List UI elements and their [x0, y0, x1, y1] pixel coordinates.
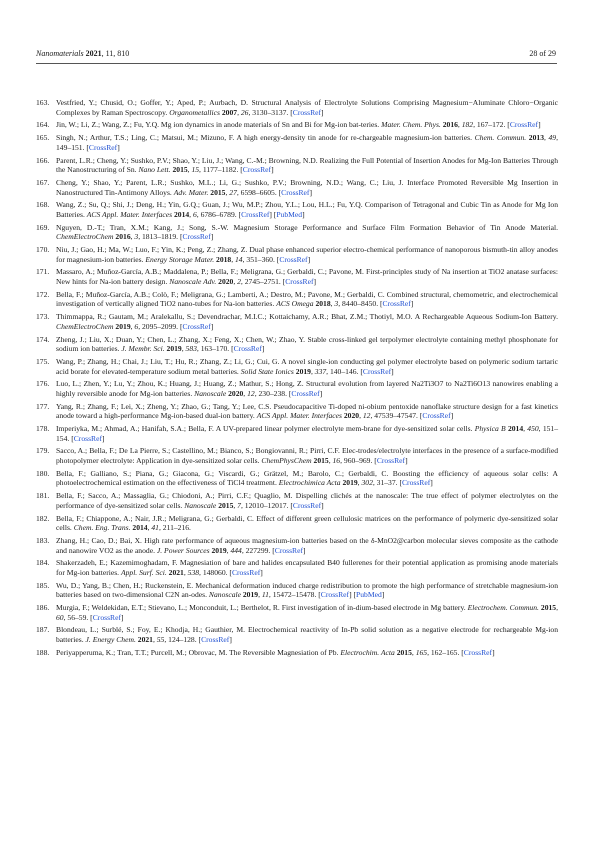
- reference-pages: 230–238.: [258, 388, 287, 398]
- reference-pages: 163–170.: [200, 344, 230, 354]
- reference-authors-title: Luo, L.; Zhen, Y.; Lu, Y.; Zhou, K.; Huang, J.; Huang, Z.; Mathur, S.; Hong, Z. Structural evolution from layered Na2Ti3O7 to Na2Ti6O13 nanowires enabling a highly reversible anode for Mg-ion batteries.: [56, 379, 558, 398]
- journal-issue: , 11, 810: [101, 49, 130, 58]
- reference-authors-title: Blondeau, L.; Surblé, S.; Foy, E.; Khodja, H.; Gauthier, M. Electrochemical reactivity of In-Pb solid solution as a negative electrode for rechargeable Mg-ion batteries.: [56, 625, 558, 644]
- reference-authors-title: Massaro, A.; Muñoz-García, A.B.; Maddalena, P.; Bella, F.; Meligrana, G.; Gerbaldi, C.; Pavone, M. First-principles study of Na insertion at TiO2 anatase surfaces: New hints for Na-ion battery design.: [56, 267, 558, 286]
- reference-year: 2015: [218, 500, 234, 510]
- crossref-link[interactable]: CrossRef: [281, 187, 310, 197]
- reference-pages: 151–154.: [56, 424, 559, 443]
- reference-number: 164.: [36, 120, 50, 130]
- crossref-link[interactable]: CrossRef: [509, 120, 539, 130]
- crossref-link[interactable]: CrossRef: [320, 590, 350, 600]
- crossref-link[interactable]: CrossRef: [463, 647, 493, 657]
- crossref-link[interactable]: CrossRef: [274, 545, 304, 555]
- crossref-link[interactable]: CrossRef: [401, 478, 431, 488]
- reference-journal: Chem. Eng. Trans.: [73, 523, 131, 533]
- reference-pages: 211–216.: [162, 523, 191, 533]
- reference-journal: Chem. Commun.: [474, 133, 527, 143]
- reference-item: [36, 120, 558, 130]
- reference-volume: 450: [527, 424, 539, 434]
- crossref-link[interactable]: CrossRef: [376, 456, 406, 465]
- reference-number: 177.: [36, 401, 50, 411]
- reference-pages: 124–128.: [168, 635, 197, 644]
- reference-volume: 3: [334, 299, 339, 309]
- reference-year: 2015: [396, 647, 412, 657]
- reference-volume: 16: [332, 456, 341, 465]
- page-number: 28 of 29: [529, 49, 556, 58]
- reference-pages: 960–969.: [343, 456, 373, 465]
- reference-number: 178.: [36, 424, 50, 434]
- reference-journal: Mater. Chem. Phys.: [381, 120, 441, 130]
- reference-item: [36, 446, 558, 465]
- reference-text: Thimmappa, R.; Gautam, M.; Aralekallu, S.; Devendrachar, M.I.C.; Kottaichamy, A.R.; Bhat, Z.M.; Thotiyl, M.O. A Rechargeable Aqueous Sodium-Ion Battery. ChemElectroChem 2019, 6, 2095–2099. [CrossRef]: [56, 312, 558, 331]
- reference-pages: 140–146.: [329, 366, 359, 376]
- reference-item: [36, 424, 558, 443]
- reference-number: 182.: [36, 513, 50, 523]
- reference-journal: Solid State Ionics: [240, 366, 294, 376]
- crossref-link[interactable]: CrossRef: [233, 344, 262, 354]
- reference-pages: 31–37.: [376, 478, 398, 488]
- reference-year: 2016: [115, 232, 131, 242]
- reference-pages: 1177–1182.: [202, 165, 239, 175]
- reference-item: [36, 469, 558, 488]
- reference-journal: J. Membr. Sci.: [121, 344, 165, 354]
- reference-number: 174.: [36, 334, 50, 344]
- reference-text: Nguyen, D.-T.; Tran, X.M.; Kang, J.; Song, S.-W. Magnesium Storage Performance and Surface Film Formation Behavior of Tin Anode Material. ChemElectroChem 2016, 3, 1813–1819. [CrossRef]: [56, 222, 558, 242]
- reference-volume: 6: [134, 321, 139, 331]
- reference-number: 166.: [36, 155, 50, 165]
- reference-number: 165.: [36, 133, 50, 143]
- reference-number: 175.: [36, 356, 50, 366]
- reference-journal: ChemElectroChem: [56, 232, 114, 242]
- reference-authors-title: Shakerzadeh, E.; Kazemimoghadam, F. Magnesiation of bare and halides encapsulated B40 fullerenes for their potential application as promising anode materials for Mg-ion batteries.: [56, 558, 558, 577]
- reference-text: Jin, W.; Li, Z.; Wang, Z.; Fu, Y.Q. Mg ion dynamics in anode materials of Sn and Bi for Mg-ion bat-teries. Mater. Chem. Phys. 2016, 182, 167–172. [CrossRef]: [56, 120, 541, 130]
- reference-text: Parent, L.R.; Cheng, Y.; Sushko, P.V.; Shao, Y.; Liu, J.; Wang, C.-M.; Browning, N.D. Realizing the Full Potential of Insertion Anodes for Mg-Ion Batteries Through the Nanostructuring of Sn. Nano Lett. 2015, 15, 1177–1182. [CrossRef]: [56, 155, 558, 175]
- reference-year: 2020: [343, 411, 360, 421]
- reference-authors-title: Yang, R.; Zhang, F.; Lei, X.; Zheng, Y.; Zhao, G.; Tang, Y.; Lee, C.S. Pseudocapacitive Ti-doped ni-obium pentoxide nanoflake structure design for a fast kinetics anode toward a high-performance Mg-ion-based dual-ion battery.: [56, 401, 558, 421]
- reference-number: 168.: [36, 200, 50, 210]
- pubmed-link[interactable]: PubMed: [276, 209, 303, 219]
- reference-item: [36, 357, 558, 376]
- reference-journal: ACS Omega: [276, 299, 314, 309]
- reference-text: Murgia, F.; Weldekidan, E.T.; Stievano, L.; Monconduit, L.; Berthelot, R. First investigation of in-dium-based electrode in Mg battery. Electrochem. Commun. 2015, 60, 56–59. [CrossRef]: [56, 603, 558, 622]
- reference-year: 2014: [507, 424, 524, 434]
- pubmed-link[interactable]: PubMed: [356, 590, 382, 600]
- reference-authors-title: Niu, J.; Gao, H.; Ma, W.; Luo, F.; Yin, K.; Peng, Z.; Zhang, Z. Dual phase enhanced superior electro-chemical performance of nanoporous bismuth-tin alloy anodes for magnesium-ion batteries.: [56, 245, 558, 264]
- reference-volume: 11: [261, 590, 269, 600]
- reference-volume: 12: [362, 411, 371, 421]
- reference-pages: 2745–2751.: [244, 277, 281, 286]
- reference-volume: 444: [230, 545, 242, 555]
- reference-number: 176.: [36, 379, 50, 389]
- reference-authors-title: Singh, N.; Arthur, T.S.; Ling, C.; Matsui, M.; Mizuno, F. A high energy-density tin anode for re-chargeable magnesium-ion batteries.: [56, 133, 472, 143]
- journal-name: Nanomaterials: [36, 49, 84, 58]
- reference-number: 187.: [36, 625, 50, 635]
- reference-item: [36, 491, 558, 510]
- reference-item: [36, 133, 558, 152]
- reference-pages: 227299.: [245, 545, 271, 555]
- reference-volume: 27: [229, 187, 237, 197]
- reference-year: 2015: [172, 165, 188, 175]
- reference-authors-title: Thimmappa, R.; Gautam, M.; Aralekallu, S.; Devendrachar, M.I.C.; Kottaichamy, A.R.; Bhat, Z.M.; Thotiyl, M.O. A Rechargeable Aqueous Sodium-Ion Battery.: [56, 312, 558, 322]
- reference-volume: 12: [247, 388, 255, 398]
- reference-volume: 302: [361, 478, 373, 488]
- reference-journal: Nanoscale: [194, 388, 227, 398]
- page-header: [36, 49, 556, 61]
- reference-volume: 55: [156, 635, 165, 644]
- reference-item: [36, 379, 558, 398]
- reference-journal: Adv. Mater.: [173, 187, 209, 197]
- reference-item: [36, 558, 558, 577]
- reference-year: 2018: [216, 254, 232, 264]
- reference-authors-title: Cheng, Y.; Shao, Y.; Parent, L.R.; Sushko, M.L.; Li, G.; Sushko, P.V.; Browning, N.D.; Wang, C.; Liu, J. Interface Promoted Reversible Mg Insertion in Nanostructured Tin-Antimony Alloys.: [56, 177, 558, 197]
- reference-year: 2018: [315, 299, 331, 309]
- reference-journal: ChemElectroChem: [56, 321, 114, 331]
- reference-text: Yang, R.; Zhang, F.; Lei, X.; Zheng, Y.; Zhao, G.; Tang, Y.; Lee, C.S. Pseudocapacitive Ti-doped ni-obium pentoxide nanoflake structure design for a fast kinetics anode toward a high-performance Mg-ion-based dual-ion battery. ACS Appl. Mater. Interfaces 2020, 12, 47539–47547. [CrossRef]: [56, 401, 558, 421]
- reference-text: Periyapperuma, K.; Tran, T.T.; Purcell, M.; Obrovac, M. The Reversible Magnesiation of Pb. Electrochim. Acta 2015, 165, 162–165. [CrossRef]: [56, 647, 495, 657]
- journal-year: 2021: [85, 49, 102, 58]
- reference-number: 180.: [36, 468, 50, 478]
- reference-text: Wu, D.; Yang, B.; Chen, H.; Ruckenstein, E. Mechanical deformation induced charge redistribution to promote the high performance of stretchable magnesium-ion batteries based on two-dimensional C2N an-odes. Nanoscale 2019, 11, 15472–15478. [CrossRef] [PubMed]: [56, 580, 558, 600]
- reference-authors-title: Bella, F.; Chiappone, A.; Nair, J.R.; Meligrana, G.; Gerbaldi, C. Effect of different green cellulosic matrices on the performance of polymeric dye-sensitized solar cells.: [56, 513, 558, 533]
- reference-volume: 60: [56, 612, 64, 622]
- reference-pages: 167–172.: [476, 120, 506, 130]
- reference-pages: 56–59.: [67, 612, 89, 622]
- reference-item: [36, 267, 558, 286]
- reference-item: [36, 335, 558, 354]
- reference-item: [36, 536, 558, 555]
- reference-item: [36, 625, 558, 644]
- reference-pages: 162–165.: [430, 647, 460, 657]
- reference-volume: 7: [237, 500, 241, 510]
- crossref-link[interactable]: CrossRef: [88, 142, 118, 152]
- reference-pages: 12010–12017.: [244, 500, 289, 510]
- reference-year: 2015: [210, 187, 226, 197]
- reference-item: [36, 156, 558, 175]
- reference-year: 2019: [342, 478, 358, 488]
- reference-authors-title: Bella, F.; Sacco, A.; Massaglia, G.; Chiodoni, A.; Pirri, C.F.; Quaglio, M. Dispelling clichés at the nanoscale: The true effect of polymer electrolytes on the performance of dye-sensitized solar cells.: [56, 491, 558, 510]
- reference-volume: 26: [240, 107, 249, 117]
- reference-authors-title: Sacco, A.; Bella, F.; De La Pierre, S.; Castellino, M.; Bianco, S.; Bongiovanni, R.; Pirri, C.F. Elec-trodes/electrolyte interfaces in the presence of a surface-modified photopolymer electrolyte: Application in dye-sensitized solar cells.: [56, 446, 558, 465]
- reference-journal: Nano Lett.: [138, 165, 171, 175]
- reference-text: Zheng, J.; Liu, X.; Duan, Y.; Chen, L.; Zhang, X.; Feng, X.; Chen, W.; Zhao, Y. Stable cross-linked gel terpolymer electrolyte containing methyl phosphonate for sodium ion batteries. J. Membr. Sci. 2019, 583, 163–170. [CrossRef]: [56, 334, 558, 354]
- reference-item: [36, 402, 558, 421]
- reference-journal: Electrochim. Acta: [340, 647, 395, 657]
- crossref-link[interactable]: CrossRef: [241, 209, 270, 219]
- reference-number: 185.: [36, 580, 50, 590]
- reference-volume: 182: [461, 120, 474, 130]
- reference-year: 2021: [137, 635, 153, 644]
- reference-item: [36, 245, 558, 264]
- reference-year: 2014: [132, 523, 148, 533]
- reference-number: 188.: [36, 647, 50, 657]
- reference-number: 186.: [36, 603, 50, 613]
- reference-pages: 15472–15478.: [272, 590, 317, 600]
- reference-pages: 6598–6605.: [240, 187, 277, 197]
- reference-text: Blondeau, L.; Surblé, S.; Foy, E.; Khodja, H.; Gauthier, M. Electrochemical reactivity of In-Pb solid solution as a negative electrode for rechargeable Mg-ion batteries. J. Energy Chem. 2021, 55, 124–128. [CrossRef]: [56, 625, 558, 644]
- reference-authors-title: Zheng, J.; Liu, X.; Duan, Y.; Chen, L.; Zhang, X.; Feng, X.; Chen, W.; Zhao, Y. Stable cross-linked gel terpolymer electrolyte containing methyl phosphonate for sodium ion batteries.: [56, 334, 558, 354]
- reference-list: [36, 98, 558, 661]
- reference-pages: 47539–47547.: [374, 411, 418, 421]
- crossref-link[interactable]: CrossRef: [231, 567, 261, 577]
- crossref-link[interactable]: CrossRef: [242, 165, 272, 175]
- reference-volume: 165: [415, 647, 428, 657]
- reference-item: [36, 290, 558, 309]
- reference-item: [36, 514, 558, 533]
- reference-item: [36, 200, 558, 219]
- reference-journal: Nanoscale: [208, 590, 241, 600]
- reference-number: 169.: [36, 222, 50, 232]
- reference-text: Bella, F.; Sacco, A.; Massaglia, G.; Chiodoni, A.; Pirri, C.F.; Quaglio, M. Dispelling clichés at the nanoscale: The true effect of polymer electrolytes on the performance of dye-sensitized solar cells. Nanoscale 2015, 7, 12010–12017. [CrossRef]: [56, 491, 558, 510]
- reference-year: 2015: [540, 603, 557, 613]
- journal-citation: [36, 49, 129, 58]
- reference-journal: Energy Storage Mater.: [145, 254, 215, 264]
- reference-year: 2019: [242, 590, 259, 600]
- reference-journal: J. Power Sources: [156, 545, 210, 555]
- reference-pages: 1813–1819.: [142, 232, 179, 242]
- reference-text: Luo, L.; Zhen, Y.; Lu, Y.; Zhou, K.; Huang, J.; Huang, Z.; Mathur, S.; Hong, Z. Structural evolution from layered Na2Ti3O7 to Na2Ti6O13 nanowires enabling a highly reversible anode for Mg-ion batteries. Nanoscale 2020, 12, 230–238. [CrossRef]: [56, 379, 558, 398]
- reference-text: Bella, F.; Muñoz-García, A.B.; Colò, F.; Meligrana, G.; Lamberti, A.; Destro, M.; Pavone, M.; Gerbaldi, C. Combined structural, chemometric, and electrochemical investigation of vertically aligned TiO2 nano-tubes for Na-ion batteries. ACS Omega 2018, 3, 8440–8450. [CrossRef]: [56, 289, 558, 309]
- reference-authors-title: Imperiyka, M.; Ahmad, A.; Hanifah, S.A.; Bella, F. A UV-prepared linear polymer electrolyte mem-brane for dye-sensitized solar cells.: [56, 424, 473, 434]
- reference-authors-title: Bella, F.; Muñoz-García, A.B.; Colò, F.; Meligrana, G.; Lamberti, A.; Destro, M.; Pavone, M.; Gerbaldi, C. Combined structural, chemometric, and electrochemical investigation of vertically aligned TiO2 nano-tubes for Na-ion batteries.: [56, 289, 558, 309]
- reference-volume: 6: [192, 209, 197, 219]
- reference-authors-title: Zhang, H.; Cao, D.; Bai, X. High rate performance of aqueous magnesium-ion batteries based on the δ-MnO2@carbon molecular sieves composite as the cathode and nanowire VO2 as the anode.: [56, 535, 558, 555]
- reference-pages: 6786–6789.: [200, 209, 237, 219]
- reference-item: [36, 312, 558, 331]
- reference-year: 2015: [313, 456, 329, 465]
- reference-volume: 41: [151, 523, 159, 533]
- reference-number: 183.: [36, 535, 50, 545]
- reference-volume: 2: [237, 277, 241, 286]
- crossref-link[interactable]: CrossRef: [382, 299, 411, 309]
- crossref-link[interactable]: CrossRef: [422, 411, 451, 421]
- header-divider: [36, 63, 557, 64]
- reference-number: 179.: [36, 446, 50, 456]
- reference-journal: Electrochem. Commun.: [467, 603, 539, 613]
- reference-text: Sacco, A.; Bella, F.; De La Pierre, S.; Castellino, M.; Bianco, S.; Bongiovanni, R.; Pirri, C.F. Elec-trodes/electrolyte interfaces in the presence of a surface-modified photopolymer electrolyte: Application in dye-sensitized solar cells. ChemPhysChem 2015, 16, 960–969. [CrossRef]: [56, 446, 558, 465]
- reference-year: 2019: [211, 545, 227, 555]
- reference-text: Imperiyka, M.; Ahmad, A.; Hanifah, S.A.; Bella, F. A UV-prepared linear polymer electrolyte mem-brane for dye-sensitized solar cells. Physica B 2014, 450, 151–154. [CrossRef]: [56, 424, 559, 443]
- reference-volume: 337: [314, 366, 327, 376]
- reference-pages: 351–360.: [246, 254, 275, 264]
- reference-pages: 2095–2099.: [142, 321, 179, 331]
- reference-volume: 538: [187, 567, 200, 577]
- crossref-link[interactable]: CrossRef: [291, 388, 320, 398]
- reference-authors-title: Murgia, F.; Weldekidan, E.T.; Stievano, L.; Monconduit, L.; Berthelot, R. First investigation of in-dium-based electrode in Mg battery.: [56, 603, 466, 613]
- reference-journal: Nanoscale Adv.: [169, 277, 217, 286]
- reference-volume: 15: [191, 165, 200, 175]
- reference-journal: Electrochimica Acta: [278, 478, 341, 488]
- reference-year: 2020: [228, 388, 244, 398]
- reference-year: 2019: [115, 321, 131, 331]
- reference-item: [36, 178, 558, 197]
- reference-number: 173.: [36, 312, 50, 322]
- crossref-link[interactable]: CrossRef: [201, 635, 230, 644]
- reference-volume: 49: [548, 133, 557, 143]
- reference-year: 2016: [442, 120, 458, 130]
- reference-year: 2021: [168, 567, 184, 577]
- crossref-link[interactable]: CrossRef: [292, 107, 322, 117]
- reference-item: [36, 581, 558, 600]
- reference-authors-title: Wang, P.; Zhang, H.; Chai, J.; Liu, T.; Hu, R.; Zhang, Z.; Li, G.; Cui, G. A novel single-ion conducting gel polymer electrolyte based on polymeric sodium tartaric acid borate for elevated-temperature sodium metal batteries.: [56, 356, 558, 376]
- reference-journal: Organometallics: [169, 107, 220, 117]
- reference-pages: 148060.: [202, 567, 228, 577]
- crossref-link[interactable]: CrossRef: [279, 254, 308, 264]
- crossref-link[interactable]: CrossRef: [73, 433, 102, 443]
- reference-authors-title: Periyapperuma, K.; Tran, T.T.; Purcell, M.; Obrovac, M. The Reversible Magnesiation of Pb.: [56, 647, 339, 657]
- reference-text: Bella, F.; Galliano, S.; Piana, G.; Giacona, G.; Viscardi, G.; Grätzel, M.; Barolo, C.; Gerbaldi, C. Boosting the efficiency of aqueous solar cells: A photoelectrochemical estimation on the effectiveness of TiCl4 treatment. Electrochimica Acta 2019, 302, 31–37. [CrossRef]: [56, 468, 558, 488]
- reference-volume: 3: [134, 232, 139, 242]
- reference-number: 163.: [36, 98, 50, 107]
- reference-authors-title: Wang, Z.; Su, Q.; Shi, J.; Deng, H.; Yin, G.Q.; Guan, J.; Wu, M.P.; Zhou, Y.L.; Lou, H.L.; Fu, Y.Q. Comparison of Tetragonal and Cubic Tin as Anode for Mg Ion Batteries.: [56, 200, 558, 219]
- reference-text: Bella, F.; Chiappone, A.; Nair, J.R.; Meligrana, G.; Gerbaldi, C. Effect of different green cellulosic matrices on the performance of polymeric dye-sensitized solar cells. Chem. Eng. Trans. 2014, 41, 211–216.: [56, 513, 558, 533]
- crossref-link[interactable]: CrossRef: [362, 366, 392, 376]
- reference-authors-title: Nguyen, D.-T.; Tran, X.M.; Kang, J.; Song, S.-W. Magnesium Storage Performance and Surface Film Formation Behavior of Tin Anode Material.: [56, 222, 558, 232]
- reference-authors-title: Bella, F.; Galliano, S.; Piana, G.; Giacona, G.; Viscardi, G.; Grätzel, M.; Barolo, C.; Gerbaldi, C. Boosting the efficiency of aqueous solar cells: A photoelectrochemical estimation on the effectiveness of TiCl4 treatment.: [56, 468, 558, 488]
- reference-number: 167.: [36, 177, 50, 187]
- reference-year: 2019: [166, 344, 182, 354]
- reference-text: Wang, P.; Zhang, H.; Chai, J.; Liu, T.; Hu, R.; Zhang, Z.; Li, G.; Cui, G. A novel single-ion conducting gel polymer electrolyte based on polymeric sodium tartaric acid borate for elevated-temperature sodium metal batteries. Solid State Ionics 2019, 337, 140–146. [CrossRef]: [56, 356, 558, 376]
- reference-year: 2019: [295, 366, 311, 376]
- reference-authors-title: Parent, L.R.; Cheng, Y.; Sushko, P.V.; Shao, Y.; Liu, J.; Wang, C.-M.; Browning, N.D. Realizing the Full Potential of Insertion Anodes for Mg-Ion Batteries Through the Nanostructuring of Sn.: [56, 155, 558, 175]
- reference-journal: J. Energy Chem.: [85, 635, 136, 644]
- crossref-link[interactable]: CrossRef: [292, 500, 322, 510]
- reference-journal: Appl. Surf. Sci.: [120, 567, 167, 577]
- reference-text: Wang, Z.; Su, Q.; Shi, J.; Deng, H.; Yin, G.Q.; Guan, J.; Wu, M.P.; Zhou, Y.L.; Lou, H.L.; Fu, Y.Q. Comparison of Tetragonal and Cubic Tin as Anode for Mg Ion Batteries. ACS Appl. Mater. Interfaces 2014, 6, 6786–6789. [CrossRef] [PubMed]: [56, 200, 558, 219]
- reference-journal: Nanoscale: [184, 500, 217, 510]
- reference-year: 2020: [218, 277, 234, 286]
- reference-journal: Physica B: [474, 424, 506, 434]
- reference-authors-title: Vestfried, Y.; Chusid, O.; Goffer, Y.; Aped, P.; Aurbach, D. Structural Analysis of Electrolyte Solutions Comprising Magnesium−Aluminate Chloro−Organic Complexes by Raman Spectroscopy.: [56, 98, 558, 117]
- reference-number: 172.: [36, 289, 50, 299]
- reference-authors-title: Jin, W.; Li, Z.; Wang, Z.; Fu, Y.Q. Mg ion dynamics in anode materials of Sn and Bi for Mg-ion bat-teries.: [56, 120, 380, 130]
- reference-item: [36, 223, 558, 242]
- reference-text: Vestfried, Y.; Chusid, O.; Goffer, Y.; Aped, P.; Aurbach, D. Structural Analysis of Electrolyte Solutions Comprising Magnesium−Aluminate Chloro−Organic Complexes by Raman Spectroscopy. Organometallics 2007, 26, 3130–3137. [CrossRef]: [56, 98, 558, 117]
- crossref-link[interactable]: CrossRef: [285, 277, 314, 286]
- reference-pages: 149–151.: [56, 142, 85, 152]
- reference-item: [36, 648, 558, 658]
- reference-text: Zhang, H.; Cao, D.; Bai, X. High rate performance of aqueous magnesium-ion batteries based on the δ-MnO2@carbon molecular sieves composite as the cathode and nanowire VO2 as the anode. J. Power Sources 2019, 444, 227299. [CrossRef]: [56, 535, 558, 555]
- crossref-link[interactable]: CrossRef: [182, 321, 211, 331]
- crossref-link[interactable]: CrossRef: [92, 612, 121, 622]
- reference-pages: 3130–3137.: [252, 107, 289, 117]
- reference-journal: ACS Appl. Mater. Interfaces: [86, 209, 173, 219]
- reference-year: 2014: [173, 209, 190, 219]
- reference-item: [36, 98, 558, 117]
- reference-number: 171.: [36, 267, 50, 277]
- reference-pages: 8440–8450.: [342, 299, 379, 309]
- reference-number: 170.: [36, 245, 50, 255]
- reference-volume: 583: [185, 344, 197, 354]
- reference-text: Niu, J.; Gao, H.; Ma, W.; Luo, F.; Yin, K.; Peng, Z.; Zhang, Z. Dual phase enhanced superior electro-chemical performance of nanoporous bismuth-tin alloy anodes for magnesium-ion batteries. Energy Storage Mater. 2018, 14, 351–360. [CrossRef]: [56, 245, 558, 264]
- reference-number: 181.: [36, 491, 50, 501]
- reference-text: Singh, N.; Arthur, T.S.; Ling, C.; Matsui, M.; Mizuno, F. A high energy-density tin anode for re-chargeable magnesium-ion batteries. Chem. Commun. 2013, 49, 149–151. [CrossRef]: [56, 133, 558, 152]
- reference-text: Cheng, Y.; Shao, Y.; Parent, L.R.; Sushko, M.L.; Li, G.; Sushko, P.V.; Browning, N.D.; Wang, C.; Liu, J. Interface Promoted Reversible Mg Insertion in Nanostructured Tin-Antimony Alloys. Adv. Mater. 2015, 27, 6598–6605. [CrossRef]: [56, 177, 558, 197]
- reference-volume: 14: [235, 254, 243, 264]
- reference-item: [36, 603, 558, 622]
- reference-authors-title: Wu, D.; Yang, B.; Chen, H.; Ruckenstein, E. Mechanical deformation induced charge redistribution to promote the high performance of stretchable magnesium-ion batteries based on two-dimensional C2N an-odes.: [56, 580, 558, 600]
- reference-year: 2007: [221, 107, 238, 117]
- reference-text: Shakerzadeh, E.; Kazemimoghadam, F. Magnesiation of bare and halides encapsulated B40 fullerenes for their potential application as promising anode materials for Mg-ion batteries. Appl. Surf. Sci. 2021, 538, 148060. [CrossRef]: [56, 558, 558, 577]
- reference-journal: ChemPhysChem: [261, 456, 312, 465]
- reference-journal: ACS Appl. Mater. Interfaces: [256, 411, 342, 421]
- reference-year: 2013: [528, 133, 544, 143]
- reference-number: 184.: [36, 558, 50, 568]
- crossref-link[interactable]: CrossRef: [182, 232, 211, 242]
- reference-text: Massaro, A.; Muñoz-García, A.B.; Maddalena, P.; Bella, F.; Meligrana, G.; Gerbaldi, C.; Pavone, M. First-principles study of Na insertion at TiO2 anatase surfaces: New hints for Na-ion battery design. Nanoscale Adv. 2020, 2, 2745–2751. [CrossRef]: [56, 267, 558, 286]
